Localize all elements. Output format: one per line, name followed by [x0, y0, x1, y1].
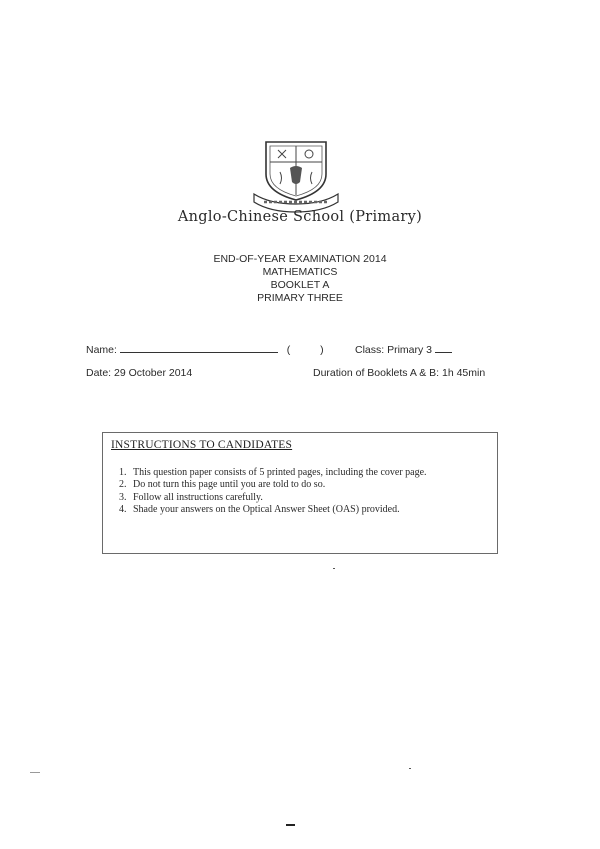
instruction-item: 1. This question paper consists of 5 printed pages, including the cover page. [119, 467, 427, 478]
instruction-item: 4. Shade your answers on the Optical Answer Sheet (OAS) provided. [119, 503, 400, 515]
instructions-title: INSTRUCTIONS TO CANDIDATES [111, 439, 293, 451]
name-label: Name: [86, 344, 117, 356]
instructions-box [102, 432, 498, 554]
instruction-item: 3. Follow all instructions carefully. [119, 491, 263, 503]
exam-heading [0, 253, 600, 305]
register-paren-close: ) [320, 344, 324, 356]
scan-speck [286, 824, 295, 826]
scan-speck [30, 772, 40, 773]
exam-level: PRIMARY THREE [257, 292, 343, 304]
date-label: Date: 29 October 2014 [86, 367, 193, 379]
scan-speck [333, 568, 335, 569]
class-row [355, 342, 452, 356]
class-label: Class: Primary 3 [355, 344, 433, 356]
class-blank[interactable] [435, 342, 452, 353]
duration-label: Duration of Booklets A & B: 1h 45min [313, 367, 486, 379]
name-row [86, 342, 324, 356]
scan-speck [409, 768, 411, 769]
exam-booklet: BOOKLET A [270, 279, 330, 291]
school-crest-icon [250, 138, 342, 214]
register-paren-open: ( [286, 344, 291, 356]
exam-title: END-OF-YEAR EXAMINATION 2014 [213, 253, 387, 265]
instruction-item: 2. Do not turn this page until you are told to do so. [119, 479, 326, 491]
name-blank[interactable] [120, 342, 278, 353]
instructions-list [119, 467, 427, 516]
school-name: Anglo-Chinese School (Primary) [177, 209, 423, 225]
exam-subject: MATHEMATICS [262, 266, 338, 278]
